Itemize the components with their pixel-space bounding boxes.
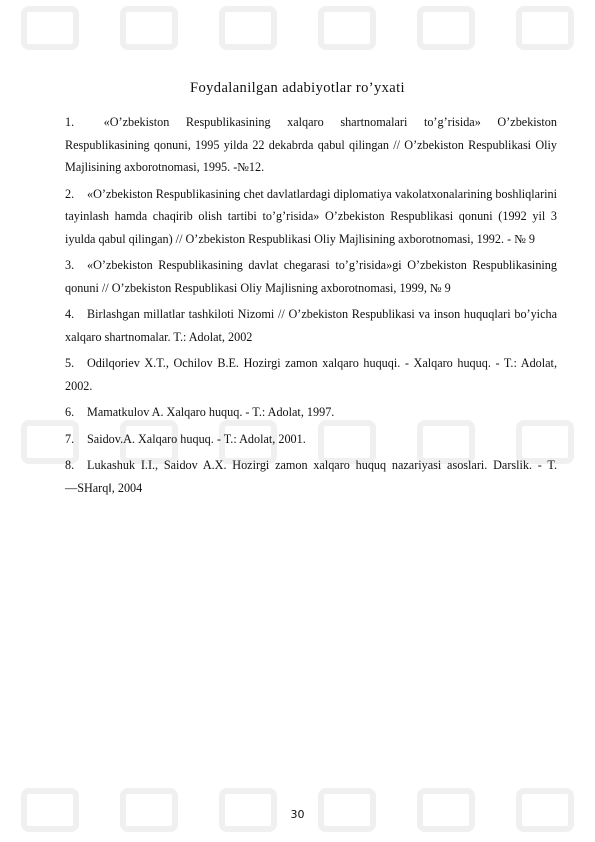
reference-item bbox=[65, 111, 557, 179]
reference-number: 4. bbox=[65, 307, 75, 321]
reference-number: 7. bbox=[65, 431, 75, 446]
reference-list bbox=[65, 111, 557, 503]
reference-item bbox=[65, 454, 557, 499]
reference-text: Saidov.A. Xalqaro huquq. - T.: Adolat, 2001. bbox=[87, 431, 306, 446]
page-title: Foydalanilgan adabiyotlar ro’yxati bbox=[190, 80, 405, 96]
reference-number: 8. bbox=[65, 458, 75, 472]
reference-number: 1. bbox=[65, 115, 75, 129]
reference-text: Lukashuk I.I., Saidov A.X. Hozirgi zamon xalqaro huquq nazariyasi asoslari. Darslik. - T. ―SHarq‖, 2004 bbox=[65, 458, 557, 495]
reference-text: «O’zbekiston Respublikasining chet davlatlardagi diplomatiya vakolatxonalarining boshliqlarini tayinlash hamda chaqirib olish tartibi to’g’risida» O’zbekiston Respublikasi qonuni (1992 yil 3 iyulda qabul qilingan) // O’zbekiston Respublikasi Oliy Majlisining axborotnomasi, 1992. - № 9 bbox=[65, 186, 557, 246]
reference-item bbox=[65, 352, 557, 397]
reference-text: «O’zbekiston Respublikasining davlat chegarasi to’g’risida»gi O’zbekiston Respublikasining qonuni // O’zbekiston Respublikasi Oliy Majlisning axborotnomasi, 1999, № 9 bbox=[65, 258, 557, 295]
reference-item bbox=[65, 428, 557, 451]
page-number: 30 bbox=[290, 808, 305, 821]
reference-text: Odilqoriev X.T., Ochilov B.E. Hozirgi zamon xalqaro huquqi. - Xalqaro huquq. - T.: Adolat, 2002. bbox=[65, 356, 557, 393]
reference-item bbox=[65, 303, 557, 348]
reference-number: 5. bbox=[65, 356, 75, 370]
reference-number: 2. bbox=[65, 186, 75, 201]
reference-text: «O’zbekiston Respublikasining xalqaro shartnomalari to’g’risida» O’zbekiston Respublikasining qonuni, 1995 yilda 22 dekabrda qabul qilingan // O’zbekiston Respublikasi Oliy Majlisining axborotnomasi, 1995. -№12. bbox=[65, 115, 557, 174]
reference-text: Birlashgan millatlar tashkiloti Nizomi // O’zbekiston Respublikasi va inson huquqlari bo’yicha xalqaro shartnomalar. T.: Adolat, 2002 bbox=[65, 307, 557, 344]
reference-number: 6. bbox=[65, 405, 75, 419]
reference-text: Mamatkulov A. Xalqaro huquq. - T.: Adolat, 1997. bbox=[87, 405, 335, 419]
reference-number: 3. bbox=[65, 258, 75, 272]
reference-item bbox=[65, 254, 557, 299]
reference-item bbox=[65, 401, 557, 424]
reference-item bbox=[65, 183, 557, 251]
watermark-row bbox=[0, 6, 595, 50]
